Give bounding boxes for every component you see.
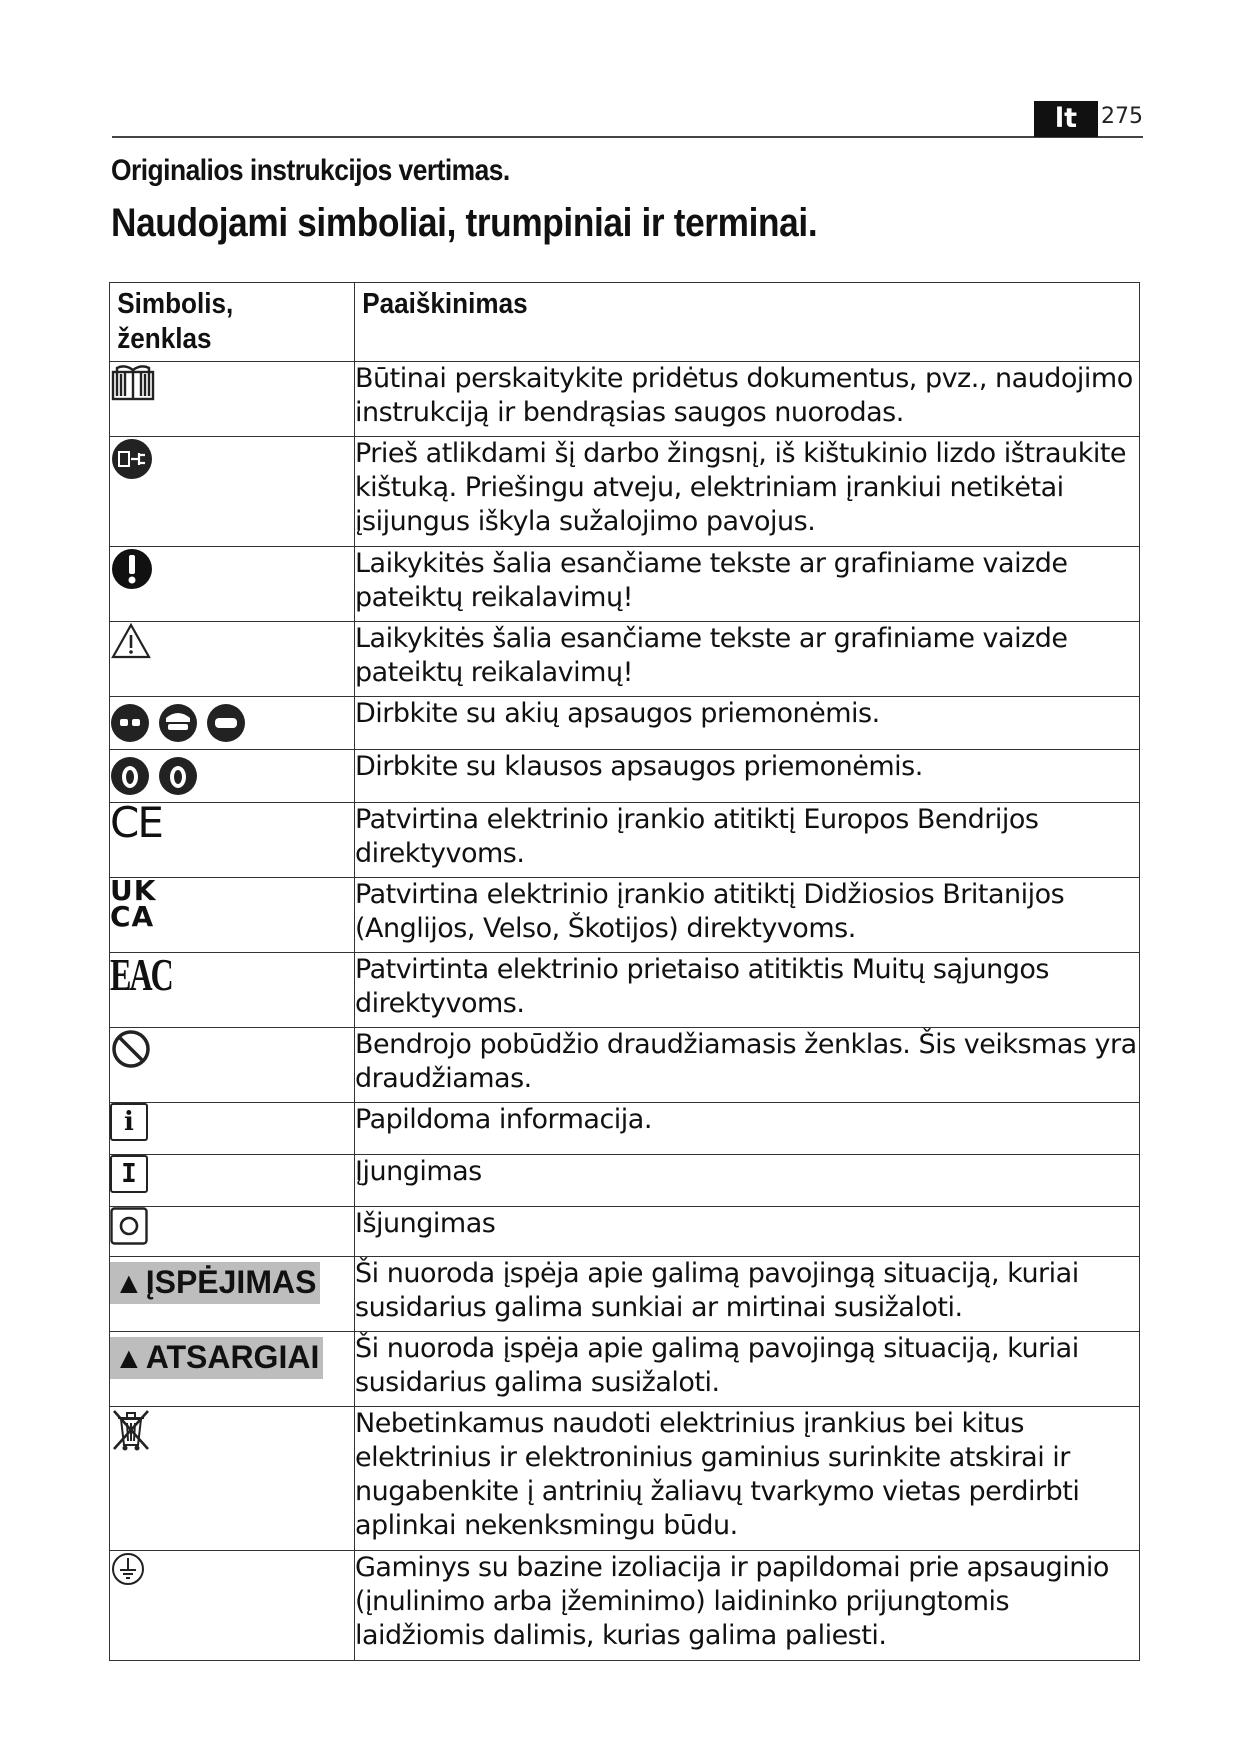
table-row: [110, 1103, 1140, 1155]
table-row: [110, 1028, 1140, 1103]
table-row: [110, 547, 1140, 622]
page-title: Naudojami simboliai, trumpiniai ir terminai.: [111, 201, 818, 245]
table-row: [110, 803, 1140, 878]
explanation-text: Patvirtina elektrinio įrankio atitiktį Didžiosios Britanijos (Anglijos, Velso, Škotijos) direktyvoms.: [355, 878, 1140, 953]
power-off-icon: [110, 1232, 148, 1249]
explanation-text: Nebetinkamus naudoti elektrinius įrankius bei kitus elektrinius ir elektroninius gaminius surinkite atskirai ir nugabenkite į antrinių žaliavų tvarkymo vietas perdirbti aplinkai nekenksmingu būdu.: [355, 1407, 1140, 1551]
document-subtitle: Originalios instrukcijos vertimas.: [111, 154, 510, 187]
page-number: 275: [1101, 104, 1143, 129]
explanation-text: Ši nuoroda įspėja apie galimą pavojingą situaciją, kuriai susidarius galima susižaloti.: [355, 1332, 1140, 1407]
warning-triangle-icon: [110, 647, 152, 664]
warning-banner-icon: [110, 1262, 320, 1304]
ukca-mark-icon: [110, 874, 354, 933]
eac-mark-icon: EAC: [110, 949, 172, 1000]
explanation-text: Ši nuoroda įspėja apie galimą pavojingą situaciją, kuriai susidarius galima sunkiai ar mirtinai susižaloti.: [355, 1257, 1140, 1332]
header-rule: [112, 136, 1143, 138]
table-row: [110, 697, 1140, 750]
ukca-line-2: CA: [110, 900, 155, 933]
explanation-text: Prieš atlikdami šį darbo žingsnį, iš kištukinio lizdo ištraukite kištuką. Priešingu atveju, elektriniam įrankiui netikėtai įsijungus iškyla sužalojimo pavojus.: [355, 437, 1140, 547]
protective-earth-icon: [110, 1574, 146, 1591]
table-row: [110, 362, 1140, 437]
read-manual-icon: [110, 389, 156, 406]
weee-bin-icon: [110, 1440, 152, 1457]
table-row: [110, 1332, 1140, 1407]
explanation-text: Būtinai perskaitykite pridėtus dokumentus, pvz., naudojimo instrukciją ir bendrąsias saugos nuorodas.: [355, 362, 1140, 437]
explanation-text: Bendrojo pobūdžio draudžiamasis ženklas. Šis veiksmas yra draudžiamas.: [355, 1028, 1140, 1103]
unplug-icon: [110, 468, 154, 485]
eye-protection-icon: [110, 731, 250, 748]
explanation-text: Dirbkite su klausos apsaugos priemonėmis.: [355, 750, 1140, 803]
warning-banner-label: ĮSPĖJIMAS: [145, 1264, 317, 1300]
table-row: [110, 953, 1140, 1028]
explanation-text: Papildoma informacija.: [355, 1103, 1140, 1155]
explanation-text: Patvirtinta elektrinio prietaiso atitiktis Muitų sąjungos direktyvoms.: [355, 953, 1140, 1028]
prohibition-icon: [110, 1057, 152, 1074]
explanation-column-header: Paaiškinimas: [355, 283, 1140, 362]
ce-mark-icon: CE: [110, 798, 162, 847]
info-icon: i: [110, 1103, 148, 1141]
explanation-text: Laikykitės šalia esančiame tekste ar grafiniame vaizde pateiktų reikalavimų!: [355, 547, 1140, 622]
explanation-text: Gaminys su bazine izoliacija ir papildomai prie apsauginio (įnulinimo arba įžeminimo) laidininko prijungtomis laidžiomis dalimis, kurias galima paliesti.: [355, 1551, 1140, 1661]
table-row: [110, 1155, 1140, 1207]
explanation-text: Dirbkite su akių apsaugos priemonėmis.: [355, 697, 1140, 750]
table-row: [110, 1207, 1140, 1257]
table-row: [110, 1257, 1140, 1332]
warning-triangle-icon: ▲: [114, 1267, 144, 1300]
table-header-row: [110, 283, 1140, 362]
ukca-line-1: UK: [110, 874, 157, 907]
table-row: [110, 878, 1140, 953]
table-row: [110, 437, 1140, 547]
language-badge: lt: [1034, 101, 1098, 137]
mandatory-icon: [110, 578, 154, 595]
symbols-table: [109, 282, 1140, 1661]
explanation-text: Patvirtina elektrinio įrankio atitiktį Europos Bendrijos direktyvoms.: [355, 803, 1140, 878]
caution-banner-icon: [110, 1337, 323, 1379]
table-row: [110, 750, 1140, 803]
warning-triangle-icon: ▲: [114, 1342, 144, 1375]
table-row: [110, 622, 1140, 697]
power-on-icon: I: [110, 1155, 148, 1193]
table-row: [110, 1551, 1140, 1661]
table-row: [110, 1407, 1140, 1551]
explanation-text: Išjungimas: [355, 1207, 1140, 1257]
caution-banner-label: ATSARGIAI: [145, 1339, 320, 1375]
explanation-text: Įjungimas: [355, 1155, 1140, 1207]
symbol-column-header: Simbolis, ženklas: [110, 283, 355, 362]
explanation-text: Laikykitės šalia esančiame tekste ar grafiniame vaizde pateiktų reikalavimų!: [355, 622, 1140, 697]
